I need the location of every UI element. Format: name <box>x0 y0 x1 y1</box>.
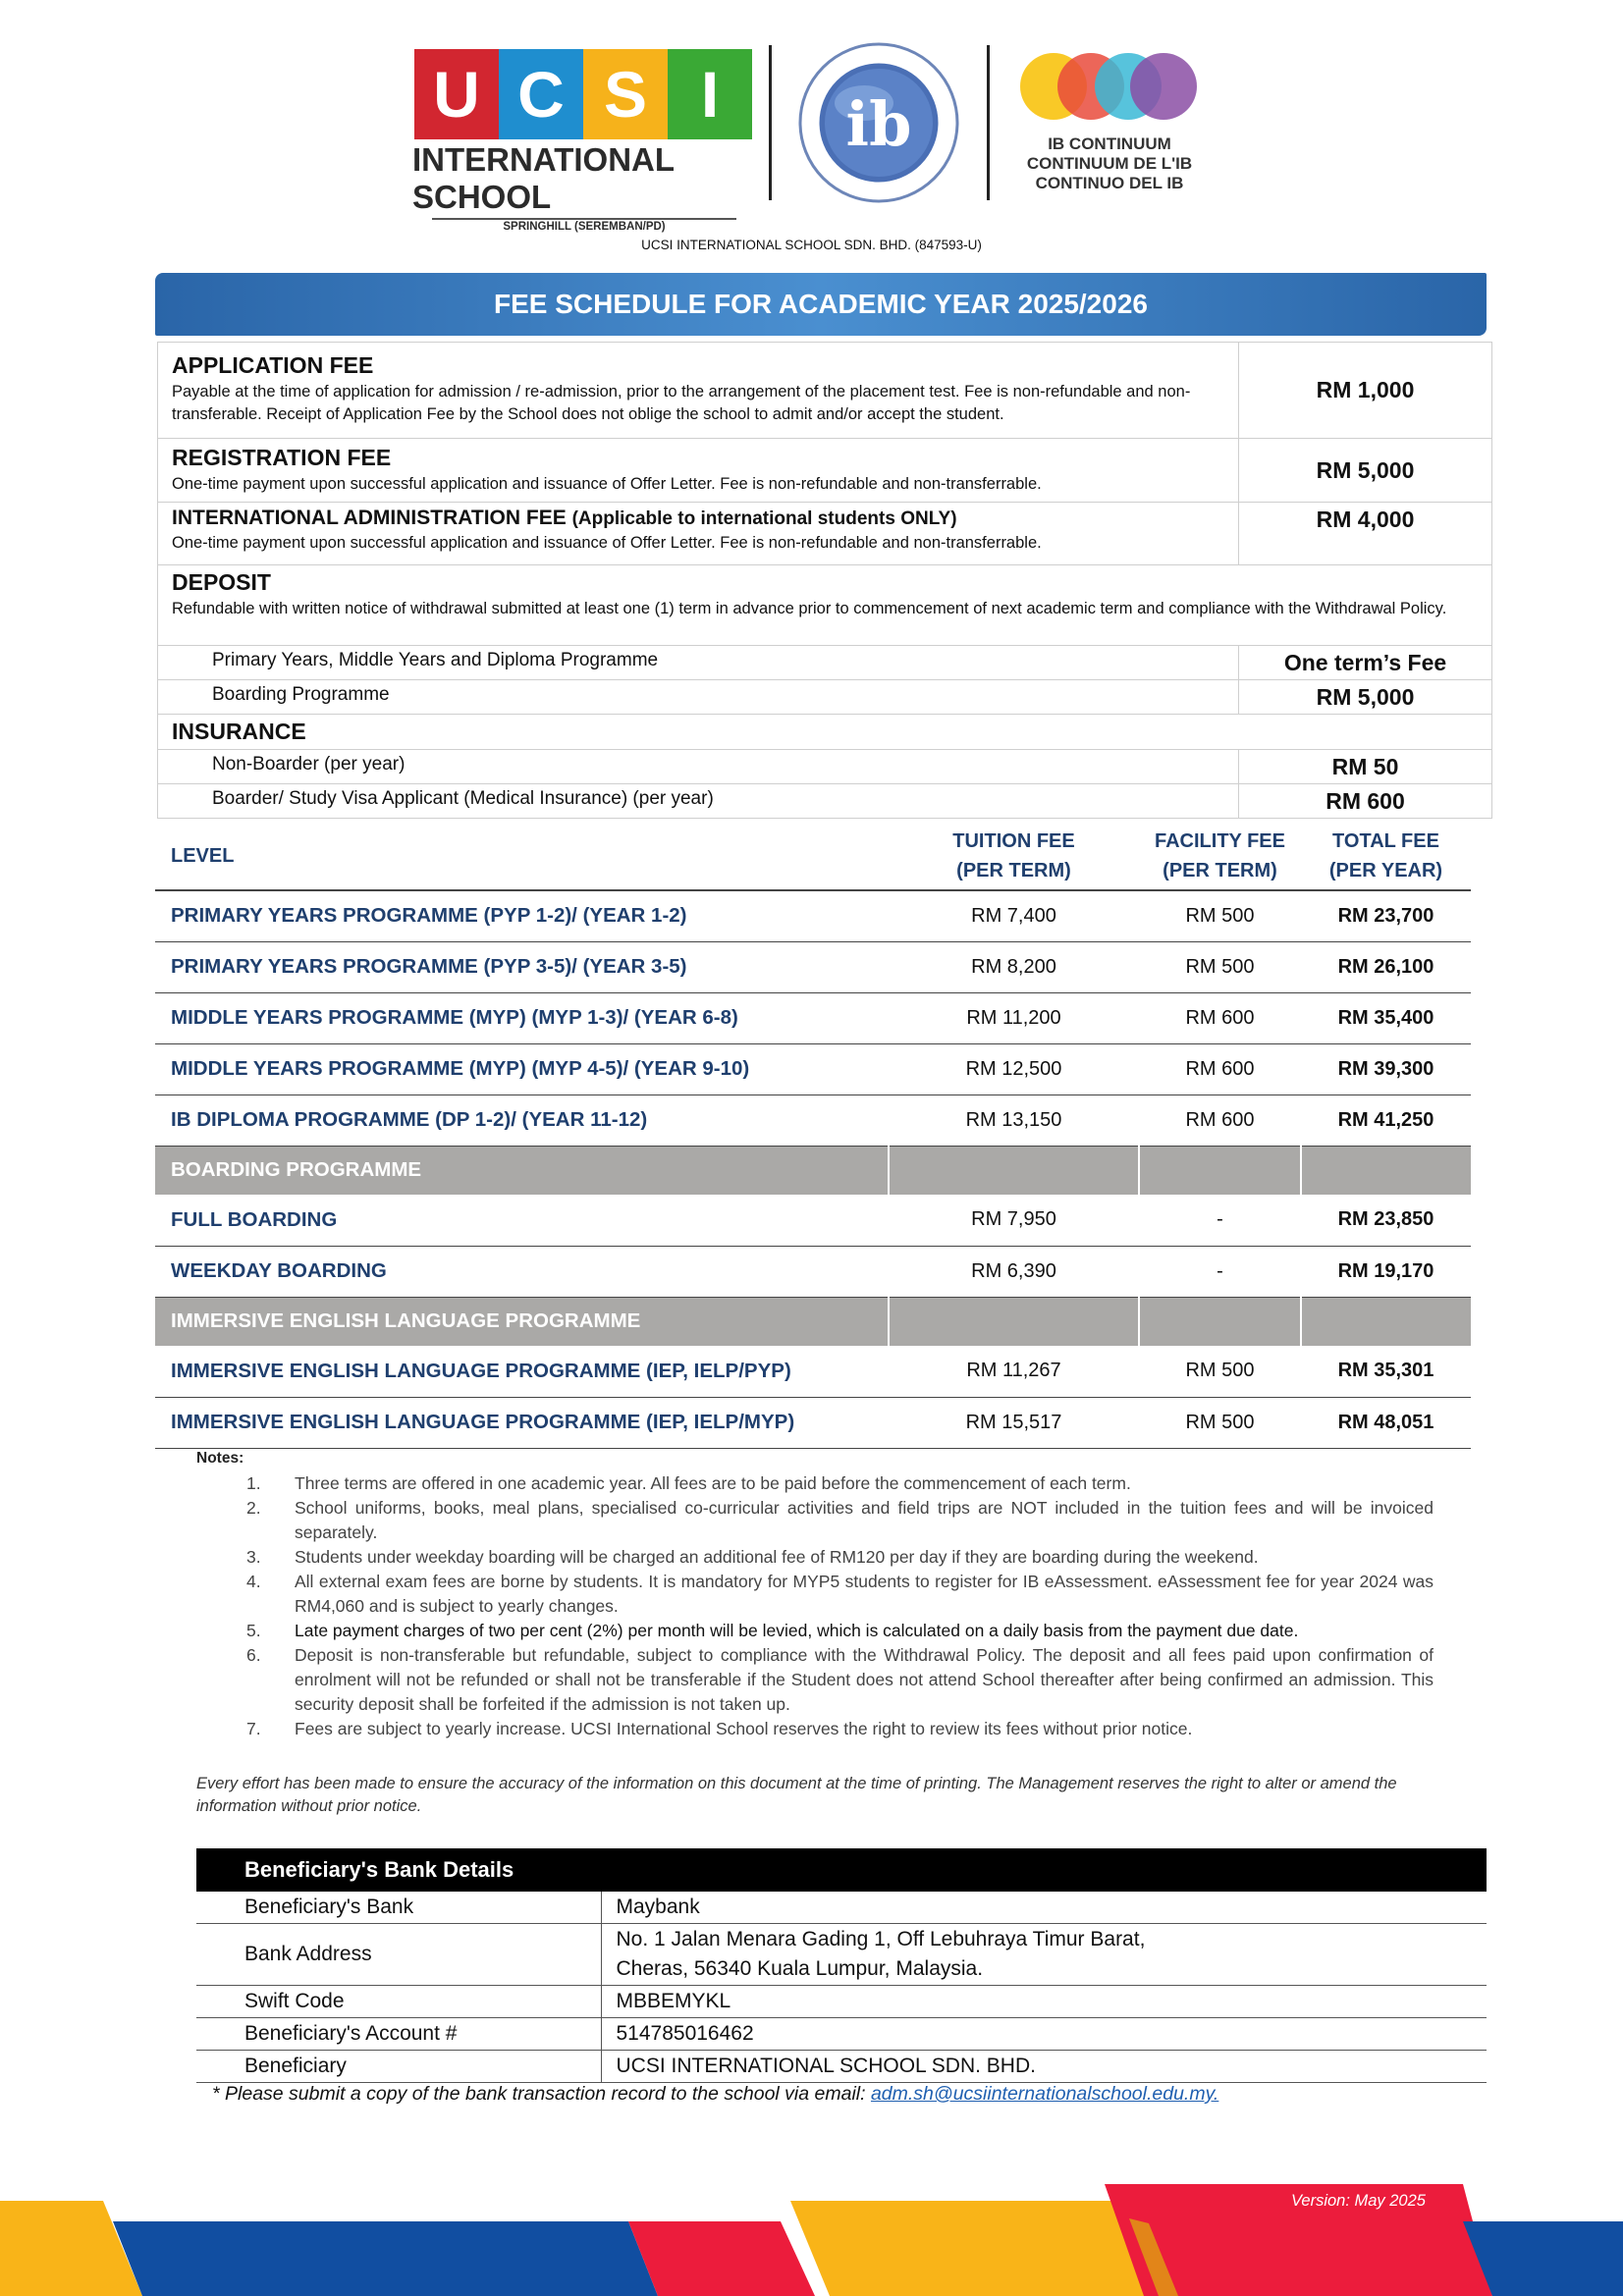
col-header-total-line2: (PER YEAR) <box>1328 860 1443 881</box>
note-item <box>196 1717 1434 1741</box>
note-item <box>196 1545 1434 1570</box>
total-fee: RM 35,301 <box>1301 1346 1471 1397</box>
bank-details-table <box>196 1848 1487 2083</box>
insurance-head-row <box>158 715 1492 750</box>
insurance-row <box>158 750 1492 784</box>
deposit-row <box>158 646 1492 680</box>
table-row <box>155 890 1471 941</box>
tuition-fee: RM 7,950 <box>889 1195 1139 1246</box>
facility-fee: RM 500 <box>1139 941 1301 992</box>
bank-row <box>196 2051 1487 2083</box>
bank-address-line-2: Cheras, 56340 Kuala Lumpur, Malaysia. <box>616 1957 984 1980</box>
boarding-section-header: BOARDING PROGRAMME <box>155 1146 889 1195</box>
header-logos <box>0 39 1623 233</box>
insurance-row-label: Boarder/ Study Visa Applicant (Medical Insurance) (per year) <box>158 784 1239 819</box>
table-row <box>155 941 1471 992</box>
total-fee: RM 23,850 <box>1301 1195 1471 1246</box>
table-row <box>155 1195 1471 1246</box>
total-fee: RM 41,250 <box>1301 1095 1471 1146</box>
tuition-fee: RM 13,150 <box>889 1095 1139 1146</box>
col-header-level: LEVEL <box>155 823 889 890</box>
programme-name: MIDDLE YEARS PROGRAMME (MYP) (MYP 4-5)/ (YEAR 9-10) <box>155 1043 889 1095</box>
bank-row-value <box>601 1924 1487 1986</box>
bank-row-label: Bank Address <box>196 1924 601 1986</box>
deposit-title: DEPOSIT <box>172 569 271 595</box>
note-item <box>196 1570 1434 1619</box>
bank-row-value: Maybank <box>601 1892 1487 1924</box>
ucsi-campus: SPRINGHILL (SEREMBAN/PD) <box>432 218 736 233</box>
bank-row-label: Swift Code <box>196 1986 601 2018</box>
table-row <box>155 1095 1471 1146</box>
facility-fee: RM 500 <box>1139 890 1301 941</box>
insurance-row <box>158 784 1492 819</box>
programme-name: MIDDLE YEARS PROGRAMME (MYP) (MYP 1-3)/ (YEAR 6-8) <box>155 992 889 1043</box>
international-fee-amount: RM 4,000 <box>1239 503 1492 565</box>
tuition-fee: RM 8,200 <box>889 941 1139 992</box>
international-fee-desc: One-time payment upon successful application and issuance of Offer Letter. Fee is non-refundable and non-transferrable. <box>172 534 1042 552</box>
disclaimer-text: Every effort has been made to ensure the accuracy of the information on this document at the time of printing. The Management reserves the right to alter or amend the information without prior notice. <box>196 1775 1397 1815</box>
bank-row <box>196 2018 1487 2051</box>
table-row <box>155 992 1471 1043</box>
bank-details-heading: Beneficiary's Bank Details <box>196 1848 1487 1892</box>
note-item <box>196 1496 1434 1545</box>
registration-fee-title: REGISTRATION FEE <box>172 445 392 470</box>
section-header-row <box>155 1297 1471 1346</box>
bank-address-line-1: No. 1 Jalan Menara Gading 1, Off Lebuhraya Timur Barat, <box>616 1928 1146 1950</box>
note-number: 6. <box>246 1645 261 1665</box>
insurance-row-amount: RM 600 <box>1239 784 1492 819</box>
total-fee: RM 39,300 <box>1301 1043 1471 1095</box>
col-header-total-line1: TOTAL FEE <box>1332 830 1439 852</box>
deposit-row-label: Primary Years, Middle Years and Diploma Programme <box>158 646 1239 680</box>
notes-heading: Notes: <box>196 1450 244 1467</box>
col-header-tuition <box>889 823 1139 890</box>
application-fee-title: APPLICATION FEE <box>172 352 374 378</box>
bank-row <box>196 1892 1487 1924</box>
bank-submission-note <box>212 2083 1218 2106</box>
ucsi-logo <box>412 49 756 233</box>
logo-divider-2 <box>987 45 990 200</box>
tuition-fee: RM 6,390 <box>889 1246 1139 1297</box>
deposit-row <box>158 680 1492 715</box>
note-text: All external exam fees are borne by students. It is mandatory for MYP5 students to register for IB eAssessment. eAssessment fee for year 2024 was RM4,060 and is subject to yearly changes. <box>295 1572 1434 1616</box>
note-text: Students under weekday boarding will be charged an additional fee of RM120 per day if they are boarding during the weekend. <box>295 1547 1259 1567</box>
insurance-title: INSURANCE <box>158 715 1492 750</box>
facility-fee: RM 500 <box>1139 1346 1301 1397</box>
ib-continuum-line-2: CONTINUUM DE L'IB <box>1026 154 1193 173</box>
total-fee: RM 19,170 <box>1301 1246 1471 1297</box>
tuition-fee: RM 12,500 <box>889 1043 1139 1095</box>
note-text: Late payment charges of two per cent (2%) per month will be levied, which is calculated on a daily basis from the payment due date. <box>295 1621 1299 1640</box>
programme-name: FULL BOARDING <box>155 1195 889 1246</box>
deposit-row-label: Boarding Programme <box>158 680 1239 715</box>
total-fee: RM 23,700 <box>1301 890 1471 941</box>
bank-row-label: Beneficiary's Account # <box>196 2018 601 2051</box>
table-row <box>155 1346 1471 1397</box>
bank-note-text: * Please submit a copy of the bank transaction record to the school via email: <box>212 2083 866 2105</box>
deposit-row-amount: RM 5,000 <box>1239 680 1492 715</box>
ucsi-school-name: INTERNATIONAL SCHOOL <box>412 141 675 215</box>
insurance-row-amount: RM 50 <box>1239 750 1492 784</box>
note-text: Deposit is non-transferable but refundable, subject to compliance with the Withdrawal Policy. The deposit and all fees paid upon confirmation of enrolment will not be refunded or shall not be transferable if the Student does not attend School thereafter after being confirmed an admission. This security deposit shall be forfeited if the admission is not taken up. <box>295 1645 1434 1714</box>
admissions-email-link[interactable]: adm.sh@ucsiinternationalschool.edu.my. <box>870 2083 1219 2105</box>
ucsi-letter-s: S <box>583 49 668 139</box>
table-row <box>155 1043 1471 1095</box>
total-fee: RM 26,100 <box>1301 941 1471 992</box>
ib-seal-letters: ib <box>845 88 912 160</box>
tuition-fee: RM 7,400 <box>889 890 1139 941</box>
ucsi-letter-i: I <box>668 49 752 139</box>
note-number: 7. <box>246 1719 261 1738</box>
fee-box-table <box>157 342 1492 819</box>
facility-fee: - <box>1139 1246 1301 1297</box>
page-title: FEE SCHEDULE FOR ACADEMIC YEAR 2025/2026 <box>155 273 1487 336</box>
tuition-header-row <box>155 823 1471 890</box>
tuition-table <box>155 823 1471 1449</box>
application-fee-desc: Payable at the time of application for admission / re-admission, prior to the arrangement of the placement test. Fee is non-refundable and non-transferable. Receipt of Application Fee by the School does not oblige the school to admit and/or accept the student. <box>172 383 1191 423</box>
tuition-fee: RM 11,200 <box>889 992 1139 1043</box>
col-header-total <box>1301 823 1471 890</box>
bank-row <box>196 1924 1487 1986</box>
tuition-fee: RM 11,267 <box>889 1346 1139 1397</box>
note-number: 1. <box>246 1473 261 1493</box>
application-fee-amount: RM 1,000 <box>1239 343 1492 439</box>
notes-section <box>196 1450 1434 1741</box>
insurance-row-label: Non-Boarder (per year) <box>158 750 1239 784</box>
programme-name: IMMERSIVE ENGLISH LANGUAGE PROGRAMME (IEP, IELP/MYP) <box>155 1397 889 1448</box>
note-number: 3. <box>246 1547 261 1567</box>
bank-row-value: 514785016462 <box>601 2018 1487 2051</box>
registration-fee-row <box>158 439 1492 503</box>
note-number: 4. <box>246 1572 261 1591</box>
tuition-fee: RM 15,517 <box>889 1397 1139 1448</box>
bank-row-value: MBBEMYKL <box>601 1986 1487 2018</box>
note-text: School uniforms, books, meal plans, specialised co-curricular activities and field trips are NOT included in the tuition fees and will be invoiced separately. <box>295 1498 1434 1542</box>
ib-continuum-line-1: IB CONTINUUM <box>1048 134 1171 153</box>
bank-row-value: UCSI INTERNATIONAL SCHOOL SDN. BHD. <box>601 2051 1487 2083</box>
table-row <box>155 1246 1471 1297</box>
deposit-desc: Refundable with written notice of withdrawal submitted at least one (1) term in advance prior to commencement of next academic term and compliance with the Withdrawal Policy. <box>172 600 1447 617</box>
ucsi-letter-u: U <box>414 49 499 139</box>
ucsi-letter-c: C <box>499 49 583 139</box>
application-fee-row <box>158 343 1492 439</box>
programme-name: PRIMARY YEARS PROGRAMME (PYP 3-5)/ (YEAR 3-5) <box>155 941 889 992</box>
facility-fee: RM 600 <box>1139 992 1301 1043</box>
note-item <box>196 1471 1434 1496</box>
international-fee-row <box>158 503 1492 565</box>
table-row <box>155 1397 1471 1448</box>
col-header-tuition-line1: TUITION FEE <box>952 830 1075 852</box>
facility-fee: - <box>1139 1195 1301 1246</box>
note-item <box>196 1619 1434 1643</box>
ib-world-school-seal <box>795 39 962 206</box>
facility-fee: RM 500 <box>1139 1397 1301 1448</box>
note-text: Fees are subject to yearly increase. UCSI International School reserves the right to review its fees without prior notice. <box>295 1719 1193 1738</box>
note-number: 2. <box>246 1498 261 1518</box>
logo-divider <box>769 45 772 200</box>
programme-name: WEEKDAY BOARDING <box>155 1246 889 1297</box>
international-fee-title: INTERNATIONAL ADMINISTRATION FEE <box>172 507 567 529</box>
programme-name: PRIMARY YEARS PROGRAMME (PYP 1-2)/ (YEAR 1-2) <box>155 890 889 941</box>
registration-fee-amount: RM 5,000 <box>1239 439 1492 503</box>
ib-continuum-logo <box>1016 49 1203 206</box>
total-fee: RM 48,051 <box>1301 1397 1471 1448</box>
note-number: 5. <box>246 1621 261 1640</box>
col-header-facility <box>1139 823 1301 890</box>
section-header-row <box>155 1146 1471 1195</box>
total-fee: RM 35,400 <box>1301 992 1471 1043</box>
facility-fee: RM 600 <box>1139 1095 1301 1146</box>
deposit-head-row <box>158 565 1492 646</box>
bank-row <box>196 1986 1487 2018</box>
deposit-row-amount: One term’s Fee <box>1239 646 1492 680</box>
note-text: Three terms are offered in one academic year. All fees are to be paid before the commencement of each term. <box>295 1473 1131 1493</box>
registration-fee-desc: One-time payment upon successful application and issuance of Offer Letter. Fee is non-refundable and non-transferrable. <box>172 475 1042 493</box>
programme-name: IB DIPLOMA PROGRAMME (DP 1-2)/ (YEAR 11-12) <box>155 1095 889 1146</box>
version-label: Version: May 2025 <box>1291 2192 1426 2210</box>
col-header-tuition-line2: (PER TERM) <box>956 860 1071 881</box>
note-item <box>196 1643 1434 1717</box>
bank-row-label: Beneficiary <box>196 2051 601 2083</box>
company-registration: UCSI INTERNATIONAL SCHOOL SDN. BHD. (847593-U) <box>641 238 982 252</box>
col-header-facility-line1: FACILITY FEE <box>1155 830 1285 852</box>
col-header-facility-line2: (PER TERM) <box>1163 860 1277 881</box>
immersive-section-header: IMMERSIVE ENGLISH LANGUAGE PROGRAMME <box>155 1297 889 1346</box>
programme-name: IMMERSIVE ENGLISH LANGUAGE PROGRAMME (IEP, IELP/PYP) <box>155 1346 889 1397</box>
bank-row-label: Beneficiary's Bank <box>196 1892 601 1924</box>
international-fee-note: (Applicable to international students ONLY) <box>571 508 957 529</box>
ib-continuum-line-3: CONTINUO DEL IB <box>1035 174 1184 192</box>
facility-fee: RM 600 <box>1139 1043 1301 1095</box>
